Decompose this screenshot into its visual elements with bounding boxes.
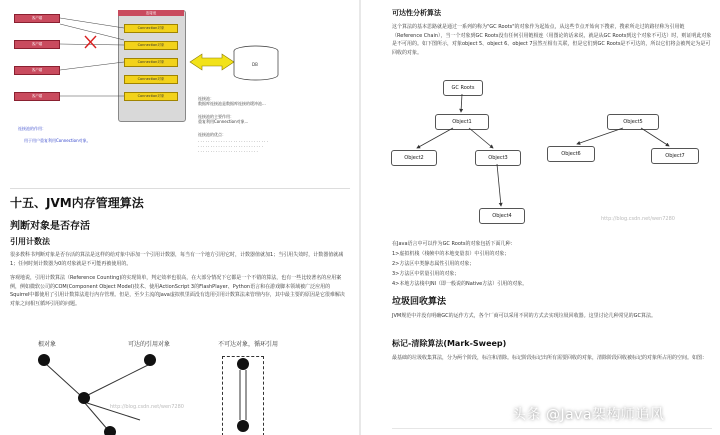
section-title: 十五、JVM内存管理算法 (10, 196, 144, 210)
right-page (361, 0, 720, 435)
label-root: 根对象 (38, 341, 57, 348)
object2-node: Object2 (391, 150, 437, 166)
double-arrow-icon (190, 54, 234, 70)
object3-node: Object3 (475, 150, 521, 166)
object4-node: Object4 (479, 208, 525, 224)
reference-graph (0, 340, 360, 435)
note-line: 连接池： (198, 96, 214, 101)
gc-section-title: 垃圾回收算法 (392, 297, 447, 307)
object7-node: Object7 (651, 148, 699, 164)
subsub-title: 引用计数法 (10, 237, 50, 246)
list-item: 1>虚拟机栈（栈帧中的本地变量表）中引用的对象； (392, 251, 510, 257)
db-label: DB (252, 62, 258, 67)
divider (10, 188, 350, 189)
mark-sweep-title: 标记-清除算法(Mark-Sweep) (392, 339, 507, 348)
subsection-title: 判断对象是否存活 (10, 221, 90, 232)
client-box: 客户端 (14, 66, 60, 75)
mark-sweep-paragraph: 最基础的垃圾收集算法，分为两个阶段，标注和清除。标记阶段标记出所有需要回收的对象，清除阶段回收被标记的对象所占用的空间。如图： (392, 355, 708, 361)
note-line: 重复利用Connection对象... (198, 119, 249, 124)
note-dots: · · · · · · · · · · · · · · · · · · · · · · · · · · · · (198, 139, 268, 144)
pool-item: Connection对象 (124, 75, 178, 84)
bottom-divider (392, 428, 712, 429)
note-line: 连接池的优点： (198, 132, 226, 137)
client-box: 客户端 (14, 40, 60, 49)
node-dot (78, 392, 90, 404)
note-line: 连接池的主要作用： (198, 114, 234, 119)
client-box: 客户端 (14, 14, 60, 23)
gc-edges (361, 0, 720, 240)
object5-node: Object5 (607, 114, 659, 130)
list-item: 4>本地方法栈中JNI（即一般说的Native方法）引用的对象。 (392, 281, 528, 287)
pool-right-notes (198, 96, 348, 154)
label-reachable: 可达的引用对象 (128, 341, 171, 348)
pool-note-1: 连接池的作用： (18, 126, 46, 131)
reachability-intro: 这个算法的基本思路就是通过一系列的称为"GC Roots"的对象作为起始点，从这些节点开始向下搜索，搜索所走过的路径称为引用链（Reference Chain），当一个对象到GC Roots没有任何引用链相连（用图论的话来说，就是从GC Roots到这个对象不可达）时，则证明此对象是不可用的。如下图所示，对象object 5、object 6、object 7虽然互相有关联，但是它们到GC Roots是不可达的，所以它们将会被判定为是可回收的对象。 (392, 24, 712, 56)
x-cross-icon (85, 36, 96, 48)
note-dots: · · · · · · · · · · · · · · · · · · · · · · · · (198, 149, 258, 154)
pool-item: Connection对象 (124, 92, 178, 101)
label-unreachable: 不可达对象，循环引用 (218, 341, 279, 348)
faint-url: http://blog.csdn.net/wen7280 (601, 216, 675, 222)
object1-node: Object1 (435, 114, 489, 130)
faint-url: http://blog.csdn.net/wen7280 (110, 404, 184, 410)
node-dot (144, 354, 156, 366)
object6-node: Object6 (547, 146, 595, 162)
note-dots: · · · · · · · · · · · · · · · · · · · · · · · · · · (198, 144, 263, 149)
pool-title: 连接池 (118, 10, 184, 16)
gc-paragraph: JVM规范中并没有明确GC的运作方式，各个厂商可以采用不同的方式去实现垃圾回收器。这里讨论几种常见的GC算法。 (392, 313, 656, 319)
client-box: 客户端 (14, 92, 60, 101)
pool-item: Connection对象 (124, 58, 178, 67)
pool-item: Connection对象 (124, 41, 178, 50)
watermark-text: 头条 @Java架构师追风 (512, 407, 665, 423)
list-intro: 在Java语言中可以作为GC Roots的对象包括下面几种： (392, 241, 516, 247)
paragraph: 很多教科书判断对象是否存活的算法是这样的给对象中添加一个引用计数器，每当有一个地方引用它时，计数器值就加1；当引用失效时，计数器值就减1；任何时刻计数器为0的对象就是不可能再被使用的。 (10, 252, 344, 267)
pool-item: Connection对象 (124, 24, 178, 33)
gc-roots-node: GC Roots (443, 80, 483, 96)
reachability-title: 可达性分析算法 (392, 9, 441, 17)
note-line: 数据库连接池是数据库连接的缓冲池... (198, 101, 266, 106)
list-item: 2>方法区中类静态属性引用的对象； (392, 261, 475, 267)
node-dot (237, 420, 249, 432)
paragraph: 客观地说，引用计数算法（Reference Counting)的实现简单，判定效率也很高，在大部分情况下它都是一个不错的算法，也有一些比较著名的应用案例，例如微软公司的COM(Component Object Model)技术、使用ActionScript 3的FlashPlayer、Python语言和在游戏脚本领域被广泛应用的Squirrel中都使用了引用计数算法进行内存管理。但是，至少主流的Java虚拟机里面没有选用引用计数算法来管理内存，其中最主要的原因是它很难解决对象之间相互循环引用的问题。 (10, 275, 345, 307)
list-item: 3>方法区中常量引用的对象； (392, 271, 460, 277)
node-dot (38, 354, 50, 366)
node-dot (237, 358, 249, 370)
pool-note-2: 用于用户重复利用Connection对象。 (24, 138, 91, 143)
